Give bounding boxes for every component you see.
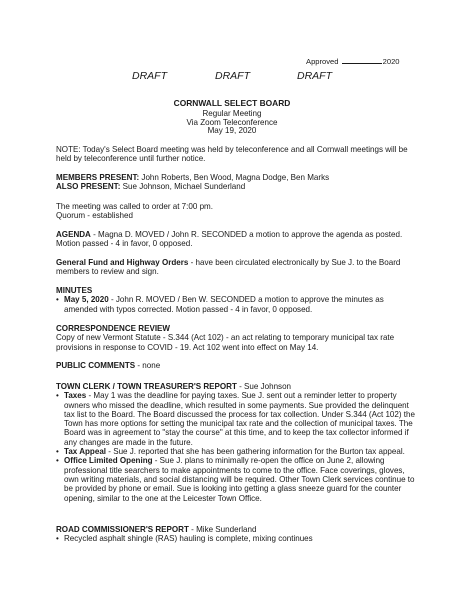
draft-label: DRAFT: [215, 70, 250, 82]
members-present-label: MEMBERS PRESENT:: [56, 173, 140, 182]
also-present: [56, 182, 418, 191]
meeting-type: Regular Meeting: [202, 109, 262, 118]
minutes-item-text: - John R. MOVED / Ben W. SECONDED a motion to approve the minutes as amended with typos corrected. Motion passed - 4 in favor, 0 opposed.: [64, 295, 384, 314]
approved-year: 2020: [382, 57, 400, 66]
list-item: [56, 295, 418, 314]
agenda-label: AGENDA: [56, 230, 91, 239]
correspondence-text: Copy of new Vermont Statute - S.344 (Act 102) - an act relating to temporary municipal tax rate provisions in response to COVID - 19. Act 102 went into effect on May 14.: [56, 333, 395, 352]
general-fund-text: - have been circulated electronically by Sue J. to the Board members to review and sign.: [56, 258, 401, 277]
minutes-heading: MINUTES: [56, 286, 93, 295]
also-present-value: Sue Johnson, Michael Sunderland: [122, 182, 246, 192]
office-opening-text: - Sue J. plans to minimally re-open the office on June 2, allowing professional title searchers to make appointments to come to the office. Face coverings, gloves, own writing materials, and social distancing will be required. Other Town Clerk services continue to be provided by phone or email. Sue is looking into getting a glass sneeze guard for the counter opening, similar to the one at the Leicester Town Office.: [64, 456, 415, 503]
board-title: CORNWALL SELECT BOARD: [173, 98, 291, 108]
town-clerk-reporter: - Sue Johnson: [236, 382, 292, 391]
tax-appeal-label: Tax Appeal: [64, 447, 107, 457]
town-clerk-heading: TOWN CLERK / TOWN TREASURER'S REPORT: [56, 382, 237, 391]
minutes-item-label: May 5, 2020: [64, 295, 109, 305]
correspondence-heading: CORRESPONDENCE REVIEW: [56, 324, 171, 333]
correspondence-section: [56, 324, 418, 352]
meeting-date: May 19, 2020: [207, 126, 257, 135]
list-item: • Recycled asphalt shingle (RAS) hauling is complete, mixing continues: [56, 534, 418, 543]
approved-line: [306, 56, 400, 66]
office-opening-label: Office Limited Opening: [64, 456, 153, 466]
also-present-label: ALSO PRESENT:: [56, 182, 121, 192]
minutes-section: [56, 286, 418, 314]
town-clerk-section: [56, 382, 418, 503]
general-fund-label: General Fund and Highway Orders: [56, 258, 189, 267]
call-to-order-section: [56, 202, 418, 221]
draft-label: DRAFT: [132, 70, 167, 82]
members-present: [56, 173, 418, 182]
public-comments-paragraph: [56, 361, 418, 370]
minutes-list: [56, 295, 418, 314]
approved-label: Approved: [306, 57, 339, 66]
teleconference-note: NOTE: Today's Select Board meeting was held by teleconference and all Cornwall meetings will be held by teleconference until further notice.: [56, 145, 408, 164]
town-clerk-list: [56, 391, 418, 503]
call-to-order: The meeting was called to order at 7:00 pm.: [56, 202, 213, 211]
agenda-paragraph: [56, 230, 418, 249]
road-commissioner-list: [56, 534, 418, 543]
members-present-value: John Roberts, Ben Wood, Magna Dodge, Ben Marks: [141, 173, 330, 182]
list-item: [56, 456, 418, 502]
public-comments-label: PUBLIC COMMENTS: [56, 361, 136, 370]
road-commissioner-heading: ROAD COMMISSIONER'S REPORT: [56, 525, 189, 534]
draft-label: DRAFT: [297, 70, 332, 82]
attendance-section: [56, 173, 418, 192]
quorum: Quorum - established: [56, 211, 133, 221]
agenda-text: - Magna D. MOVED / John R. SECONDED a motion to approve the agenda as posted. Motion passed - 4 in favor, 0 opposed.: [56, 230, 403, 249]
list-item: [56, 391, 418, 447]
meeting-location: Via Zoom Teleconference: [186, 117, 278, 127]
general-fund-paragraph: [56, 258, 418, 277]
taxes-text: - May 1 was the deadline for paying taxes. Sue J. sent out a reminder letter to property owners who missed the deadline, which resulted in some payments. Sue provided the delinquent tax list to the Board. The Board discussed the process for tax collection. Under S.344 (Act 102) the Town has more options for setting the municipal tax rate and the collection of municipal taxes. The Board was in agreement to "stay the course" at this time, and to keep the tax collector informed if any changes are made in the future.: [64, 391, 415, 447]
approved-blank: [342, 56, 382, 64]
road-commissioner-section: [56, 525, 418, 544]
list-item: [56, 447, 418, 456]
public-comments-text: - none: [135, 361, 161, 370]
taxes-label: Taxes: [64, 391, 87, 401]
road-commissioner-reporter: - Mike Sunderland: [188, 525, 257, 534]
tax-appeal-text: - Sue J. reported that she has been gathering information for the Burton tax appeal.: [106, 447, 405, 457]
